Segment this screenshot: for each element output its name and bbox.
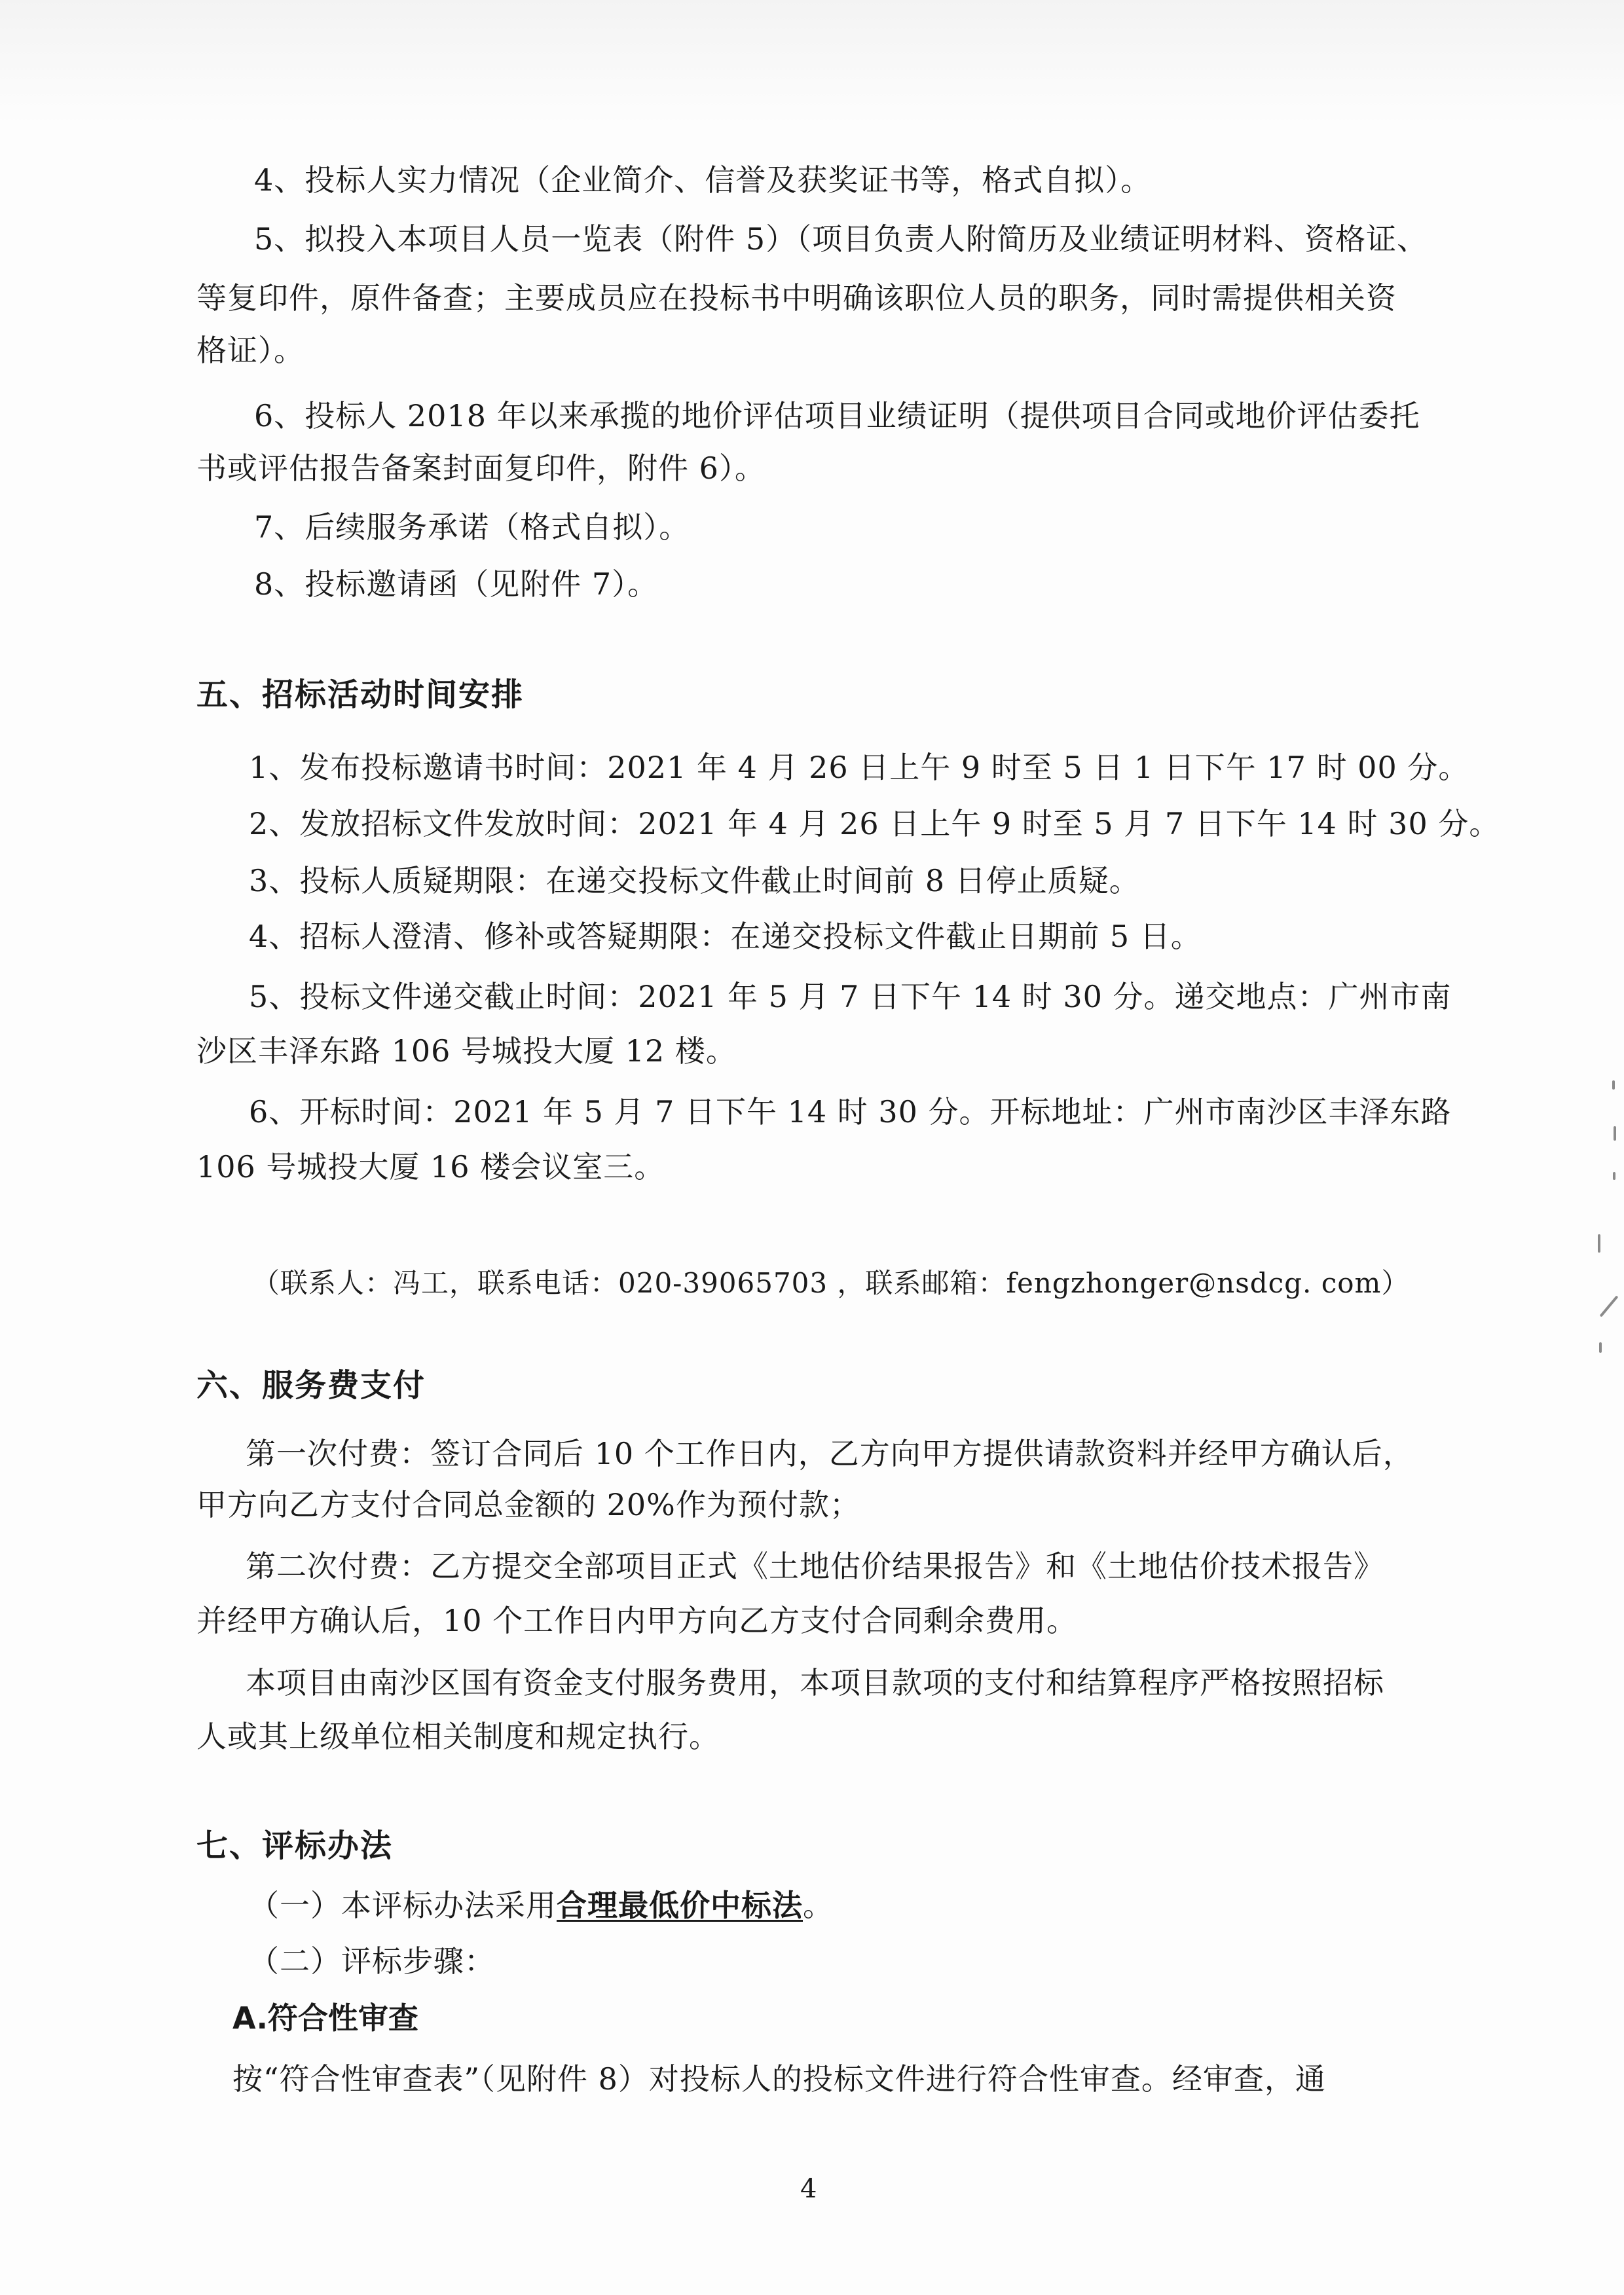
item6-text-line2: 书或评估报告备案封面复印件，附件 6）。 (196, 450, 766, 486)
section5-item6-line2: 106 号城投大厦 16 楼会议室三。 (196, 1149, 665, 1184)
section5-heading: 五、招标活动时间安排 (196, 676, 525, 713)
margin-mark (1614, 1126, 1616, 1141)
section7-item1-prefix: （一）本评标办法采用 (249, 1888, 557, 1923)
contact-line: （联系人：冯工，联系电话：020-39065703 ，联系邮箱：fengzhonger@nsdcg. com） (252, 1267, 1410, 1299)
section6-para2-line2: 并经甲方确认后，10 个工作日内甲方向乙方支付合同剩余费用。 (196, 1603, 1078, 1638)
section5-item2: 2、发放招标文件发放时间：2021 年 4 月 26 日上午 9 时至 5 月 7 日下午 14 时 30 分。 (249, 806, 1500, 841)
margin-mark (1599, 1342, 1602, 1353)
section5-item1: 1、发布投标邀请书时间：2021 年 4 月 26 日上午 9 时至 5 日 1 日下午 17 时 00 分。 (249, 750, 1469, 785)
scan-header-shading (0, 0, 1624, 124)
section6-para2-line1: 第二次付费：乙方提交全部项目正式《土地估价结果报告》和《土地估价技术报告》 (246, 1549, 1384, 1584)
evaluation-method: 合理最低价中标法 (557, 1888, 803, 1923)
item5-text-line3: 格证）。 (196, 333, 304, 368)
section6-heading: 六、服务费支付 (196, 1367, 426, 1404)
subheading-a: A.符合性审查 (232, 2000, 418, 2036)
section5-item3: 3、投标人质疑期限：在递交投标文件截止时间前 8 日停止质疑。 (249, 863, 1140, 898)
item5-text-line1: 5、拟投入本项目人员一览表（附件 5）（项目负责人附简历及业绩证明材料、资格证、 (254, 221, 1428, 257)
section7-item1-suffix: 。 (803, 1888, 834, 1923)
item4-text: 4、投标人实力情况（企业简介、信誉及获奖证书等，格式自拟）。 (254, 162, 1152, 198)
margin-mark (1600, 1295, 1619, 1317)
section7-item2: （二）评标步骤： (249, 1943, 495, 1979)
section5-item5-line1: 5、投标文件递交截止时间：2021 年 5 月 7 日下午 14 时 30 分。递交地点：广州市南 (249, 979, 1452, 1014)
section5-item5-line2: 沙区丰泽东路 106 号城投大厦 12 楼。 (196, 1033, 737, 1069)
margin-mark (1612, 1080, 1615, 1090)
section6-para3-line1: 本项目由南沙区国有资金支付服务费用，本项目款项的支付和结算程序严格按照招标 (246, 1665, 1384, 1700)
section7-heading: 七、评标办法 (196, 1827, 394, 1864)
margin-mark (1598, 1234, 1600, 1253)
section5-item4: 4、招标人澄清、修补或答疑期限：在递交投标文件截止日期前 5 日。 (249, 919, 1202, 954)
item5-text-line2: 等复印件，原件备查；主要成员应在投标书中明确该职位人员的职务，同时需提供相关资 (196, 280, 1397, 316)
section7-item1 (249, 1886, 834, 1925)
item7-text: 7、后续服务承诺（格式自拟）。 (254, 509, 690, 545)
section7-para-a-line1: 按“符合性审查表”（见附件 8）对投标人的投标文件进行符合性审查。经审查，通 (232, 2061, 1326, 2097)
section6-para1-line1: 第一次付费：签订合同后 10 个工作日内，乙方向甲方提供请款资料并经甲方确认后， (246, 1436, 1414, 1471)
section6-para3-line2: 人或其上级单位相关制度和规定执行。 (196, 1719, 720, 1754)
section5-item6-line1: 6、开标时间：2021 年 5 月 7 日下午 14 时 30 分。开标地址：广州市南沙区丰泽东路 (249, 1094, 1452, 1129)
margin-mark (1613, 1172, 1615, 1180)
section6-para1-line2: 甲方向乙方支付合同总金额的 20%作为预付款； (196, 1487, 860, 1522)
item8-text: 8、投标邀请函（见附件 7）。 (254, 566, 659, 602)
item6-text-line1: 6、投标人 2018 年以来承揽的地价评估项目业绩证明（提供项目合同或地价评估委托 (254, 398, 1420, 433)
page-number: 4 (800, 2174, 817, 2204)
